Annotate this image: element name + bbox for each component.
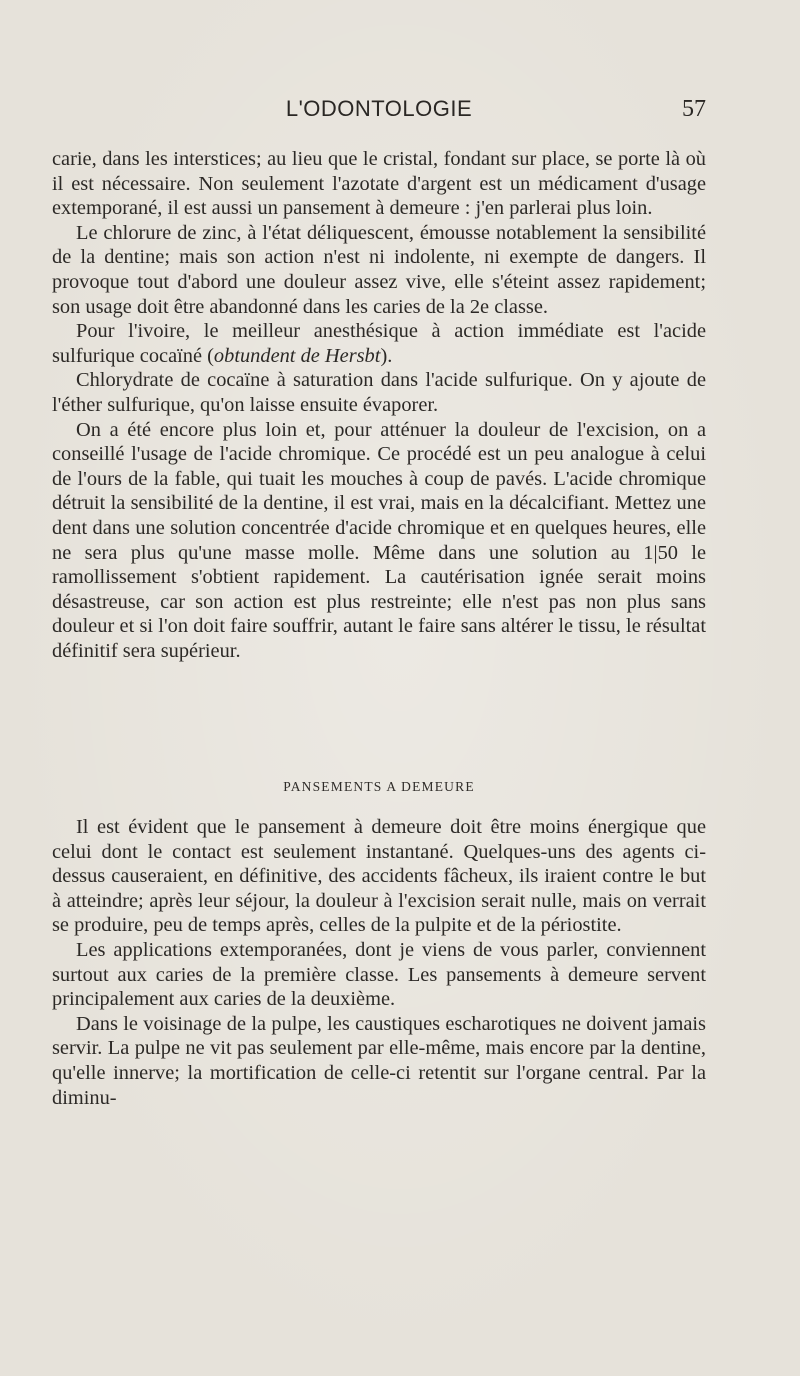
paragraph-pulp: Dans le voisinage de la pulpe, les caustiques escharotiques ne doivent jamais servir. La pulpe ne vit pas seulement par elle-même, mais encore par la dentine, qu'elle innerve; la mortification de celle-ci retentit sur l'organe central. Par la diminu- (52, 1012, 706, 1109)
closing-parenthesis: ). (380, 344, 393, 367)
paragraph-ivory-anesthetic (52, 319, 706, 368)
paragraph-zinc-chloride: Le chlorure de zinc, à l'état déliquescent, émousse notablement la sensibilité de la dentine; mais son action n'est ni indolente, ni exempte de dangers. Il provoque tout d'abord une douleur assez vive, elle s'éteint assez rapidement; son usage doit être abandonné dans les caries de la 2e classe. (52, 221, 706, 318)
section-heading: PANSEMENTS A DEMEURE (283, 779, 475, 794)
paragraph-cocaine-hydrochloride: Chlorydrate de cocaïne à saturation dans l'acide sulfurique. On y ajoute de l'éther sulfurique, qu'on laisse ensuite évaporer. (52, 369, 706, 416)
paragraph-applications: Les applications extemporanées, dont je viens de vous parler, conviennent surtout aux caries de la première classe. Les pansements à demeure servent principalement aux caries de la deuxième. (52, 938, 706, 1011)
paragraph-chromic-acid: On a été encore plus loin et, pour atténuer la douleur de l'excision, on a conseillé l'usage de l'acide chromique. Ce procédé est un peu analogue à celui de l'ours de la fable, qui tuait les mouches à coup de pavés. L'acide chromique détruit la sensibilité de la dentine, il est vrai, mais en la décalcifiant. Mettez une dent dans une solution concentrée d'acide chromique et en quelques heures, elle ne sera plus qu'une masse molle. Même dans une solution au 1|50 le ramollissement s'obtient rapidement. La cautérisation ignée serait moins désastreuse, car son action est plus restreinte; elle n'est pas non plus sans douleur et si l'on doit faire souffrir, autant le faire sans altérer le tissu, le résultat définitif sera supérieur. (52, 418, 706, 662)
paragraph-dressing-intro: Il est évident que le pansement à demeure doit être moins énergique que celui dont le contact est seulement instantané. Quelques-uns des agents ci-dessus causeraient, en définitive, des accidents fâcheux, ils iraient contre le but à atteindre; après leur séjour, la douleur à l'excision serait nulle, mais on verrait se produire, peu de temps après, celles de la pulpite et de la périostite. (52, 816, 706, 937)
paragraph-ivory-text: Pour l'ivoire, le meilleur anesthésique à action immédiate est l'acide sulfurique cocaïné ( (52, 320, 706, 367)
body-text-upper (52, 147, 706, 663)
running-title: L'ODONTOLOGIE (285, 96, 473, 121)
italic-term: obtundent de Hersbt (213, 344, 381, 367)
body-text-lower (52, 815, 706, 1110)
paragraph-continuation: carie, dans les interstices; au lieu que le cristal, fondant sur place, se porte là où il est nécessaire. Non seulement l'azotate d'argent est un médicament d'usage extemporané, il est aussi un pansement à demeure : j'en parlerai plus loin. (52, 148, 706, 220)
page-header (52, 96, 706, 130)
page-number: 57 (682, 96, 706, 122)
